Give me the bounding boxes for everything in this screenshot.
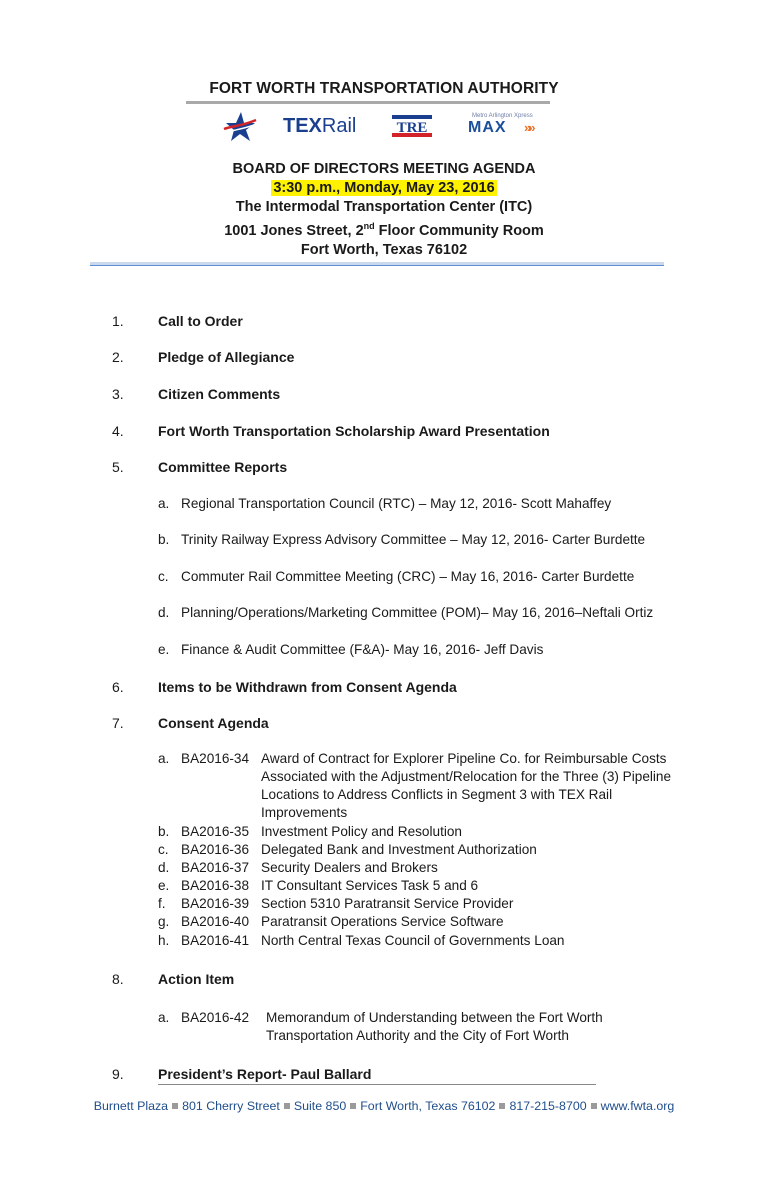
subitem-code: BA2016-41	[181, 933, 250, 948]
subitem-text: Regional Transportation Council (RTC) – May 12, 2016- Scott Mahaffey	[181, 496, 612, 511]
max-logo-subtitle: Metro Arlington Xpress	[472, 113, 533, 119]
subitem-letter: a.	[158, 751, 170, 766]
subitem-text: Trinity Railway Express Advisory Committee – May 12, 2016- Carter Burdette	[181, 532, 646, 547]
subitem-description: Memorandum of Understanding between the Fort Worth Transportation Authority and the City of Fort Worth	[266, 1010, 603, 1043]
agenda-item-title: Fort Worth Transportation Scholarship Award Presentation	[158, 423, 550, 439]
subitem-text: Commuter Rail Committee Meeting (CRC) – May 16, 2016- Carter Burdette	[181, 569, 635, 584]
tre-logo	[390, 112, 434, 140]
org-title: FORT WORTH TRANSPORTATION AUTHORITY	[209, 80, 559, 97]
agenda-item-title: President’s Report- Paul Ballard	[158, 1066, 372, 1082]
agenda-item-number: 8.	[112, 971, 124, 987]
subitem-code: BA2016-39	[181, 896, 250, 911]
footer-building: Burnett Plaza	[93, 1099, 169, 1113]
texrail-logo-rail: Rail	[321, 115, 357, 137]
agenda-item-number: 6.	[112, 679, 124, 695]
subitem-code: BA2016-35	[181, 824, 250, 839]
fwta-star-logo-icon	[222, 110, 258, 144]
separator-square-icon	[499, 1103, 505, 1109]
subitem-description: Delegated Bank and Investment Authorization	[261, 842, 537, 857]
separator-square-icon	[172, 1103, 178, 1109]
subitem-letter: e.	[158, 642, 170, 657]
subitem-letter: b.	[158, 824, 170, 839]
agenda-item-number: 4.	[112, 423, 124, 439]
subitem-description: Security Dealers and Brokers	[261, 860, 438, 875]
subitem-code: BA2016-38	[181, 878, 250, 893]
subitem-letter: c.	[158, 569, 169, 584]
subitem-code: BA2016-40	[181, 914, 250, 929]
footer-divider	[158, 1084, 596, 1085]
agenda-item-number: 2.	[112, 349, 124, 365]
agenda-item-number: 1.	[112, 313, 124, 329]
header-divider	[90, 262, 664, 266]
footer-website: www.fwta.org	[600, 1099, 675, 1113]
subitem-letter: b.	[158, 532, 170, 547]
subitem-letter: h.	[158, 933, 170, 948]
subitem-letter: f.	[158, 896, 166, 911]
footer-street: 801 Cherry Street	[182, 1099, 280, 1113]
footer-city: Fort Worth, Texas 76102	[360, 1099, 496, 1113]
subitem-letter: d.	[158, 860, 170, 875]
footer-suite: Suite 850	[293, 1099, 347, 1113]
subitem-description: Paratransit Operations Service Software	[261, 914, 504, 929]
agenda-item-title: Action Item	[158, 971, 235, 987]
subitem-description: North Central Texas Council of Governments Loan	[261, 933, 565, 948]
footer-phone: 817-215-8700	[509, 1099, 587, 1113]
max-logo	[468, 113, 550, 139]
address-street: 1001 Jones Street, 2	[224, 222, 364, 239]
subitem-letter: d.	[158, 605, 170, 620]
address-room: Floor Community Room	[374, 222, 544, 239]
meeting-header	[0, 160, 768, 260]
agenda-item-number: 9.	[112, 1066, 124, 1082]
texrail-logo	[283, 115, 356, 138]
subitem-letter: a.	[158, 1010, 170, 1025]
texrail-logo-tex: TEX	[283, 115, 322, 137]
tre-logo-text: TRE	[396, 120, 428, 136]
meeting-city: Fort Worth, Texas 76102	[300, 241, 468, 258]
max-logo-text: MAX	[468, 119, 507, 136]
subitem-code: BA2016-34	[181, 751, 250, 766]
logo-row	[0, 110, 768, 144]
subitem-text: Planning/Operations/Marketing Committee (POM)– May 16, 2016–Neftali Ortiz	[181, 605, 654, 620]
subitem-description: IT Consultant Services Task 5 and 6	[261, 878, 479, 893]
agenda-item-title: Committee Reports	[158, 459, 288, 475]
subitem-code: BA2016-42	[181, 1010, 250, 1025]
separator-square-icon	[591, 1103, 597, 1109]
separator-square-icon	[284, 1103, 290, 1109]
subitem-code: BA2016-36	[181, 842, 250, 857]
footer-contact	[0, 1099, 768, 1113]
max-arrows-icon: »»	[524, 120, 533, 135]
subitem-description: Section 5310 Paratransit Service Provider	[261, 896, 514, 911]
meeting-time: 3:30 p.m., Monday, May 23, 2016	[273, 180, 495, 196]
subitem-text: Finance & Audit Committee (F&A)- May 16, 2016- Jeff Davis	[181, 642, 544, 657]
subitem-letter: c.	[158, 842, 169, 857]
agenda-item-number: 5.	[112, 459, 124, 475]
meeting-address	[0, 217, 768, 241]
agenda-item-title: Consent Agenda	[158, 715, 269, 731]
subitem-code: BA2016-37	[181, 860, 250, 875]
subitem-letter: e.	[158, 878, 170, 893]
agenda-item-number: 3.	[112, 386, 124, 402]
agenda-item-title: Call to Order	[158, 313, 243, 329]
subitem-letter: a.	[158, 496, 170, 511]
agenda-item-title: Items to be Withdrawn from Consent Agenda	[158, 679, 457, 695]
meeting-title: BOARD OF DIRECTORS MEETING AGENDA	[232, 161, 536, 177]
separator-square-icon	[350, 1103, 356, 1109]
subitem-description: Award of Contract for Explorer Pipeline Co. for Reimbursable Costs Associated with the Adjustment/Relocation for the Three (3) Pipeline Locations to Address Conflicts in Segment 3 with TEX Rail Improvements	[261, 751, 672, 820]
meeting-venue: The Intermodal Transportation Center (ITC)	[235, 199, 533, 215]
org-title-rule	[186, 101, 550, 104]
address-ordinal: nd	[363, 221, 375, 231]
agenda-item-title: Citizen Comments	[158, 386, 281, 402]
subitem-letter: g.	[158, 914, 170, 929]
agenda-item-title: Pledge of Allegiance	[158, 349, 295, 365]
subitem-description: Investment Policy and Resolution	[261, 824, 462, 839]
agenda-item-number: 7.	[112, 715, 124, 731]
